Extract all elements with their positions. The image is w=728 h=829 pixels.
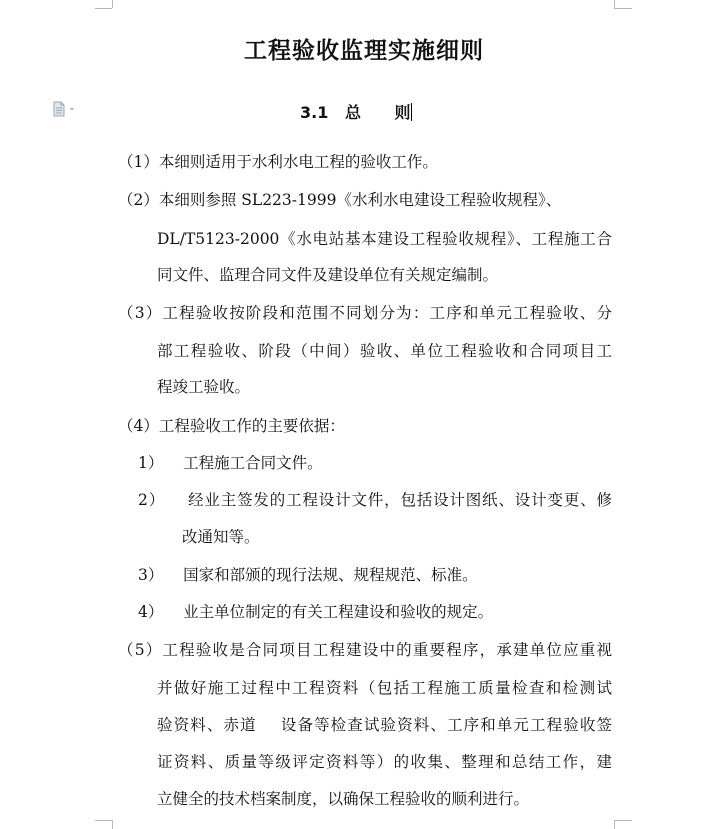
crop-mark — [112, 820, 113, 829]
text-line: 同文件、监理合同文件及建设单位有关规定编制。 — [157, 266, 499, 284]
crop-mark — [614, 820, 632, 821]
text-line: 并做好施工过程中工程资料（包括工程施工质量检查和检测试 — [157, 679, 612, 697]
crop-mark — [95, 8, 112, 9]
text-line: （2）本细则参照 SL223-1999《水利水电建设工程验收规程》、 — [118, 191, 562, 209]
text-cursor — [411, 103, 412, 121]
crop-mark — [614, 820, 615, 829]
list-item: 3） 国家和部颁的现行法规、规程规范、标准。 — [138, 566, 478, 584]
text-line: （1）本细则适用于水利水电工程的验收工作。 — [118, 153, 438, 171]
list-item: 4） 业主单位制定的有关工程建设和验收的规定。 — [138, 603, 494, 621]
text-line: 立健全的技术档案制度，以确保工程验收的顺利进行。 — [157, 790, 530, 808]
text-line: 部工程验收、阶段（中间）验收、单位工程验收和合同项目工 — [157, 342, 612, 360]
text-line: DL/T5123-2000《水电站基本建设工程验收规程》、工程施工合 — [157, 230, 612, 248]
text-line: （3）工程验收按阶段和范围不同划分为：工序和单元工程验收、分 — [118, 304, 612, 322]
text-line: （5）工程验收是合同项目工程建设中的重要程序，承建单位应重视 — [118, 641, 612, 659]
crop-mark — [112, 0, 113, 8]
text-line: 验资料、赤道 设备等检查试验资料、工序和单元工程验收签 — [157, 716, 612, 734]
crop-mark — [614, 8, 632, 9]
list-item-continuation: 改通知等。 — [182, 528, 260, 546]
text-line: 证资料、质量等级评定资料等）的收集、整理和总结工作，建 — [157, 753, 612, 771]
crop-mark — [95, 820, 112, 821]
text-line: 程竣工验收。 — [157, 378, 251, 396]
list-item: 2） 经业主签发的工程设计文件，包括设计图纸、设计变更、修 — [138, 491, 612, 509]
text-line: （4）工程验收工作的主要依据： — [118, 417, 345, 435]
document-title: 工程验收监理实施细则 — [244, 38, 484, 64]
section-heading-text: 3.1 总 则 — [300, 103, 411, 122]
list-item: 1） 工程施工合同文件。 — [138, 454, 323, 472]
section-heading — [300, 100, 412, 123]
paragraph-options-icon[interactable] — [52, 101, 78, 117]
crop-mark — [614, 0, 615, 8]
